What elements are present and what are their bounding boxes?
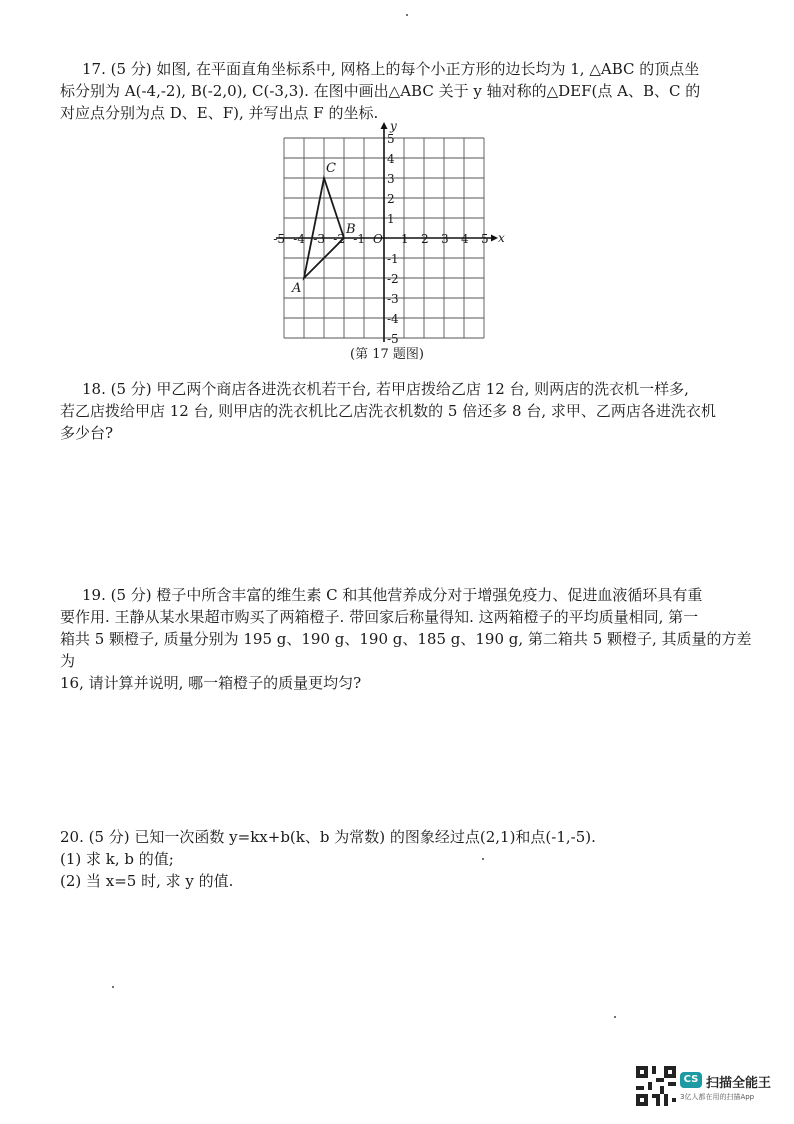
y-axis-label: y: [390, 119, 397, 133]
y-tick-label: -4: [387, 312, 399, 326]
y-axis-arrow-icon: [381, 122, 388, 129]
x-tick-label: -5: [273, 232, 285, 246]
q19-line-2: 要作用. 王静从某水果超市购买了两箱橙子. 带回家后称量得知. 这两箱橙子的平均质量相同, 第一: [60, 608, 699, 626]
question-20: [60, 826, 760, 892]
q20-line-2: (1) 求 k, b 的值;: [60, 850, 174, 868]
figure-caption: (第 17 题图): [350, 347, 424, 362]
origin-label: O: [373, 232, 383, 246]
q19-line-3: 箱共 5 颗橙子, 质量分别为 195 g、190 g、190 g、185 g、190 g, 第二箱共 5 颗橙子, 其质量的方差为: [60, 630, 752, 670]
q18-line-3: 多少台?: [60, 424, 114, 442]
scan-speck: [482, 858, 484, 860]
brand-name: 扫描全能王: [706, 1076, 772, 1091]
x-tick-label: 3: [441, 232, 449, 246]
y-tick-label: 3: [387, 172, 395, 186]
q20-line-3: (2) 当 x=5 时, 求 y 的值.: [60, 872, 234, 890]
x-tick-label: 5: [481, 232, 489, 246]
camscanner-logo-icon: CS: [680, 1072, 702, 1088]
y-tick-label: -3: [387, 292, 399, 306]
q19-line-1: 19. (5 分) 橙子中所含丰富的维生素 C 和其他营养成分对于增强免疫力、促进血液循环具有重: [82, 586, 703, 604]
y-tick-label: -2: [387, 272, 399, 286]
x-axis-arrow-icon: [491, 235, 498, 242]
y-tick-label: 5: [387, 132, 395, 146]
coordinate-grid-figure: [273, 118, 518, 348]
x-tick-label: -4: [293, 232, 305, 246]
qr-code-icon: [636, 1066, 676, 1106]
q20-line-1: 20. (5 分) 已知一次函数 y=kx+b(k、b 为常数) 的图象经过点(2,1)和点(-1,-5).: [60, 828, 596, 846]
q19-line-4: 16, 请计算并说明, 哪一箱橙子的质量更均匀?: [60, 674, 362, 692]
q18-line-1: 18. (5 分) 甲乙两个商店各进洗衣机若干台, 若甲店拨给乙店 12 台, 则两店的洗衣机一样多,: [82, 380, 689, 398]
y-tick-label: -5: [387, 332, 399, 346]
q17-line-2: 标分别为 A(-4,-2), B(-2,0), C(-3,3). 在图中画出△ABC 关于 y 轴对称的△DEF(点 A、B、C 的: [60, 82, 701, 100]
scan-speck: [112, 986, 114, 988]
question-19: [60, 584, 760, 694]
y-tick-label: 4: [387, 152, 395, 166]
point-label-c: C: [326, 161, 336, 176]
x-axis-label: x: [498, 231, 505, 245]
question-17: [60, 58, 760, 124]
y-tick-label: -1: [387, 252, 399, 266]
x-tick-label: 1: [401, 232, 409, 246]
scanner-watermark: [636, 1066, 786, 1110]
point-label-b: B: [346, 222, 356, 237]
x-tick-label: -2: [333, 232, 345, 246]
x-tick-label: 4: [461, 232, 469, 246]
q18-line-2: 若乙店拨给甲店 12 台, 则甲店的洗衣机比乙店洗衣机数的 5 倍还多 8 台, 求甲、乙两店各进洗衣机: [60, 402, 716, 420]
y-tick-label: 1: [387, 212, 395, 226]
q17-line-1: 17. (5 分) 如图, 在平面直角坐标系中, 网格上的每个小正方形的边长均为 1, △ABC 的顶点坐: [82, 60, 700, 78]
scan-speck: [406, 14, 408, 16]
scan-speck: [614, 1016, 616, 1018]
y-tick-label: 2: [387, 192, 395, 206]
point-label-a: A: [292, 281, 302, 296]
q17-line-3: 对应点分别为点 D、E、F), 并写出点 F 的坐标.: [60, 104, 379, 122]
x-tick-label: 2: [421, 232, 429, 246]
x-tick-label: -3: [313, 232, 325, 246]
x-tick-label: -1: [353, 232, 365, 246]
question-18: [60, 378, 760, 444]
brand-tagline: 3亿人都在用的扫描App: [680, 1093, 755, 1101]
